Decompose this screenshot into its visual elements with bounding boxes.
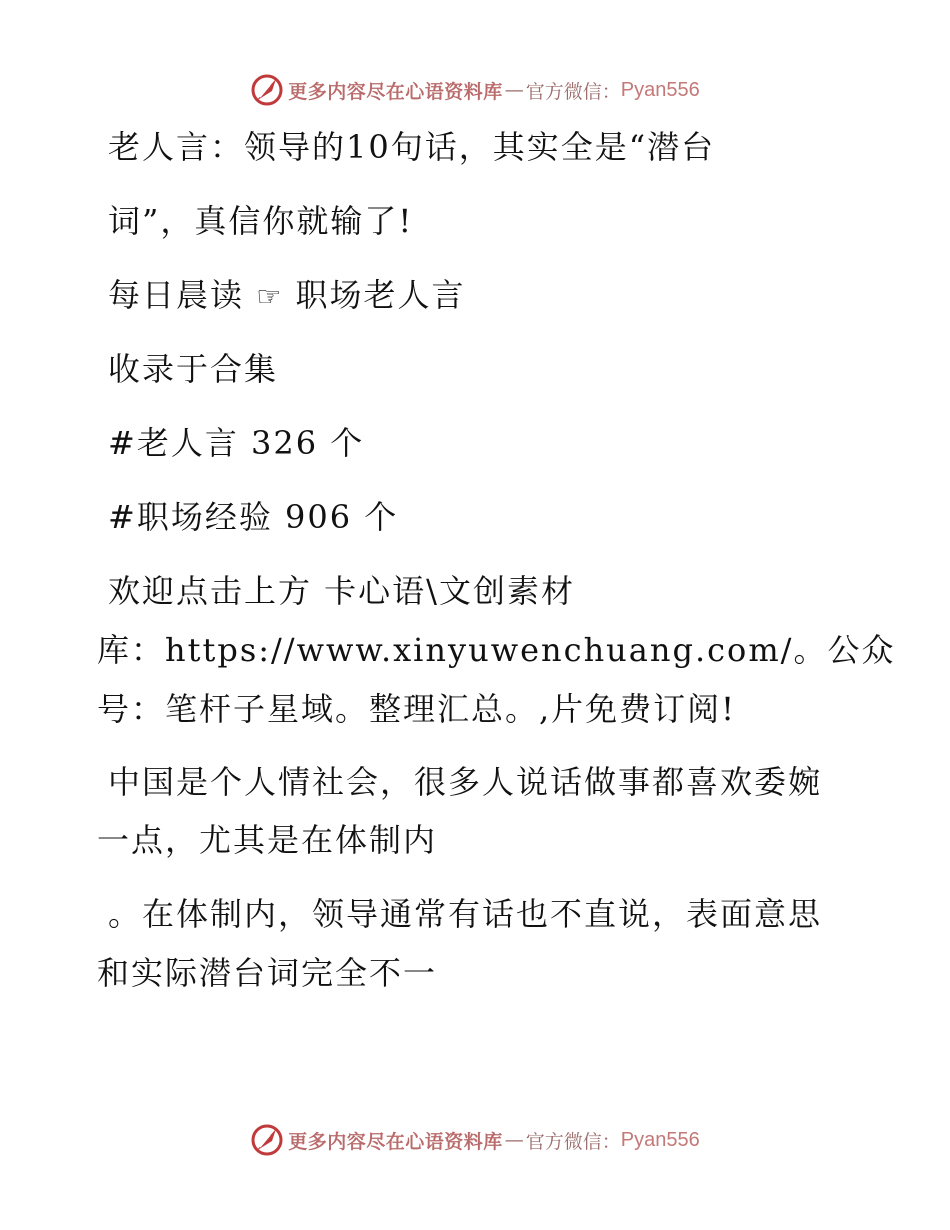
banner-wechat-label: 官方微信： [525,80,621,103]
paragraph-1-line-2: 一点，尤其是在体制内 [97,821,438,859]
paragraph-2-line-1: 。在体制内，领导通常有话也不直说，表面意思 [108,895,823,933]
banner-wechat-label: 官方微信： [525,1130,621,1153]
paragraph-1-line-1: 中国是个人情社会，很多人说话做事都喜欢委婉 [108,763,823,801]
article-title-line-1: 老人言：领导的10句话，其实全是“潜台 [108,128,716,166]
banner-wechat-id: Pyan556 [620,78,700,101]
tag-zhichang-jingyan[interactable]: #职场经验 906 个 [108,498,399,536]
banner-promo-text: 更多内容尽在心语资料库 [288,1130,503,1153]
column-name[interactable]: 职场老人言 [295,276,466,314]
banner-wechat-id: Pyan556 [620,1128,700,1151]
header-banner [0,70,950,110]
quill-logo-icon [250,1123,284,1157]
hand-pointing-right-icon: ☞ [256,280,284,313]
subscribe-line-2: 库：https://www.xinyuwenchuang.com/。公众 [97,631,896,669]
tag-laorenyan[interactable]: #老人言 326 个 [108,424,365,462]
banner-separator: — [504,79,524,101]
subscribe-line-3: 号：笔杆子星域。整理汇总。,片免费订阅! [97,690,737,728]
quill-logo-icon [250,73,284,107]
banner-promo-text: 更多内容尽在心语资料库 [288,80,503,103]
article-title-line-2: 词”，真信你就输了! [108,202,414,240]
paragraph-2-line-2: 和实际潜台词完全不一 [97,954,438,992]
banner-separator: — [504,1129,524,1151]
column-prefix: 每日晨读 [108,276,245,314]
footer-banner [0,1120,950,1160]
column-line [108,275,465,317]
subscribe-line-1: 欢迎点击上方 卡心语\文创素材 [108,572,575,610]
collection-label: 收录于合集 [108,350,279,388]
